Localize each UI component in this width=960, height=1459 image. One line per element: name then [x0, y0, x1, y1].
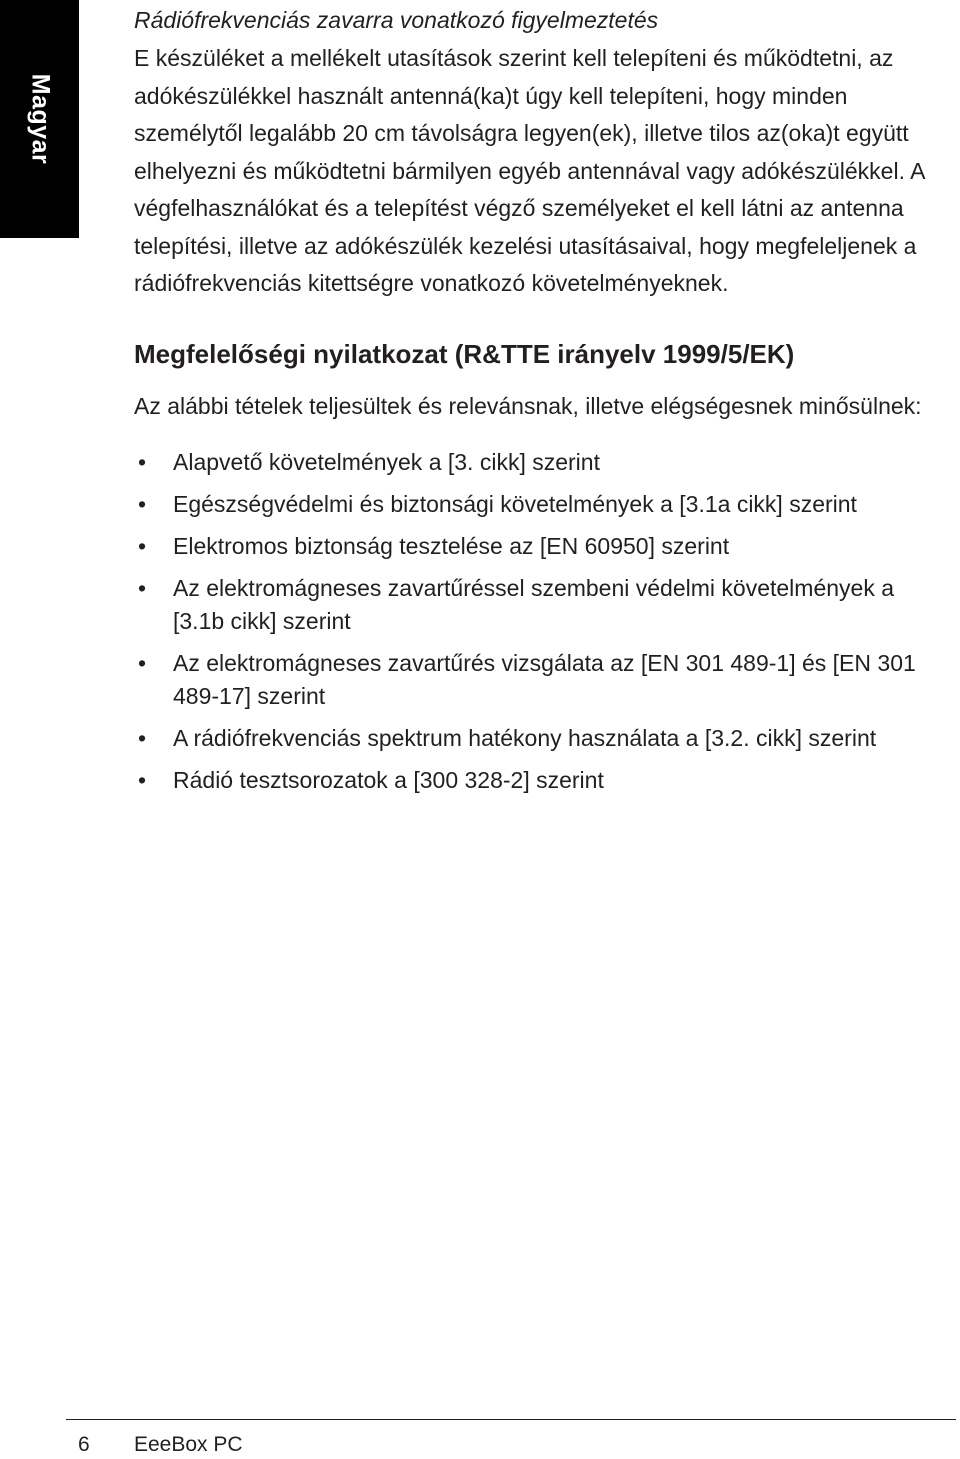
list-item-text: A rádiófrekvenciás spektrum hatékony használata a [3.2. cikk] szerint: [173, 724, 877, 751]
list-item-text: Az elektromágneses zavartűrés vizsgálata az [EN 301 489-1] és [EN 301 489-17] szerint: [173, 649, 916, 709]
page-content: [134, 4, 949, 806]
bullet-icon: •: [138, 574, 147, 601]
language-tab: [0, 0, 79, 238]
requirements-list: [134, 446, 949, 797]
product-name: EeeBox PC: [134, 1433, 243, 1456]
declaration-intro: Az alábbi tételek teljesültek és relevánsnak, illetve elégségesnek minősülnek:: [134, 392, 922, 419]
footer-divider: [66, 1419, 956, 1420]
list-item: [134, 572, 949, 638]
bullet-icon: •: [138, 490, 147, 517]
bullet-icon: •: [138, 724, 147, 751]
list-item: [134, 764, 949, 797]
bullet-icon: •: [138, 448, 147, 475]
bullet-icon: •: [138, 649, 147, 676]
list-item-text: Egészségvédelmi és biztonsági követelmények a [3.1a cikk] szerint: [173, 490, 857, 517]
page-footer: [0, 1419, 960, 1459]
declaration-title: Megfelelőségi nyilatkozat (R&TTE irányelv 1999/5/EK): [134, 338, 795, 369]
list-item-text: Rádió tesztsorozatok a [300 328-2] szerint: [173, 766, 604, 793]
bullet-icon: •: [138, 766, 147, 793]
list-item: [134, 647, 949, 713]
language-tab-label: Magyar: [26, 73, 54, 165]
list-item-text: Elektromos biztonság tesztelése az [EN 60950] szerint: [173, 532, 730, 559]
list-item: [134, 488, 949, 521]
list-item-text: Az elektromágneses zavartűréssel szembeni védelmi követelmények a [3.1b cikk] szerint: [173, 574, 894, 634]
list-item: [134, 446, 949, 479]
rf-warning-body: E készüléket a mellékelt utasítások szerint kell telepíteni és működtetni, az adókészülékkel használt antenná(ka)t úgy kell telepíteni, hogy minden személytől legalább 20 cm távolságra legyen(ek), illetve tilos az(oka)t együtt elhelyezni és működtetni bármilyen egyéb antennával vagy adókészülékkel. A végfelhasználókat és a telepítést végző személyeket el kell látni az antenna telepítési, illetve az adókészülék kezelési utasításaival, hogy megfeleljenek a rádiófrekvenciás kitettségre vonatkozó követelményeknek.: [134, 45, 925, 296]
list-item: [134, 722, 949, 755]
bullet-icon: •: [138, 532, 147, 559]
rf-warning-title: Rádiófrekvenciás zavarra vonatkozó figyelmeztetés: [134, 7, 659, 33]
list-item: [134, 530, 949, 563]
page-number: 6: [78, 1433, 90, 1456]
list-item-text: Alapvető követelmények a [3. cikk] szerint: [173, 448, 600, 475]
